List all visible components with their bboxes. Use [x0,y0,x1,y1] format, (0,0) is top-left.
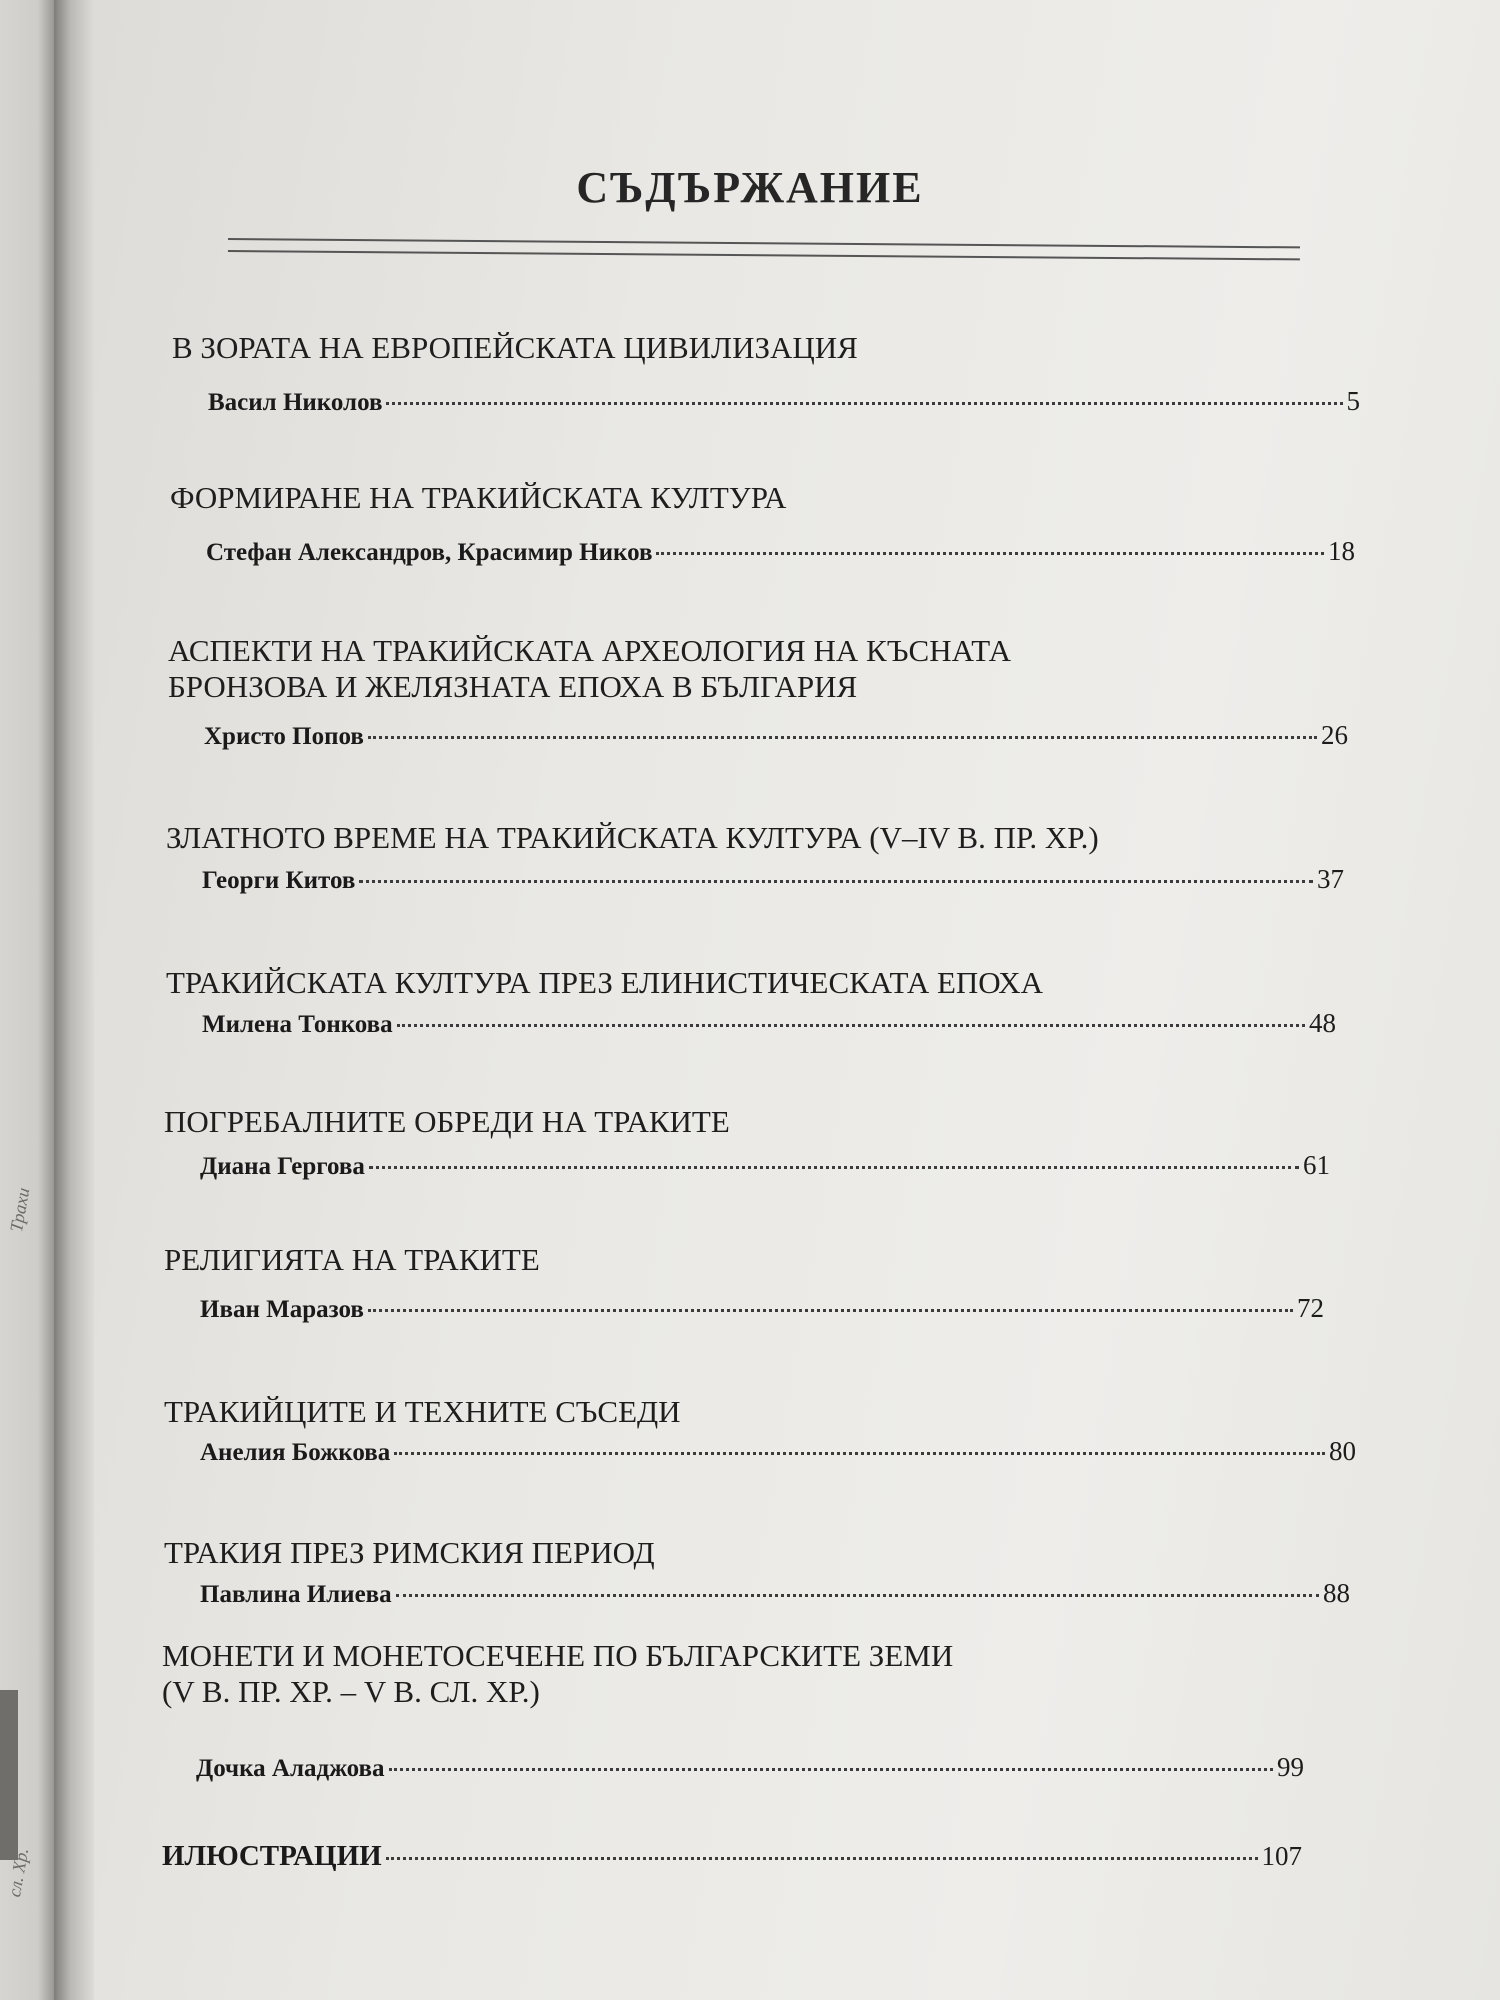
entry-page-number: 37 [1317,864,1344,894]
toc-entry-line[interactable] [200,1436,1356,1467]
entry-page-number: 61 [1303,1150,1330,1180]
entry-page-number: 26 [1321,720,1348,750]
entry-title: МОНЕТИ И МОНЕТОСЕЧЕНЕ ПО БЪЛГАРСКИТЕ ЗЕМИ [162,1638,954,1673]
entry-title: ТРАКИЙЦИТЕ И ТЕХНИТЕ СЪСЕДИ [164,1394,681,1429]
toc-entry-line[interactable] [204,720,1348,751]
dot-leader [389,1768,1273,1771]
entry-author: Христо Попов [204,723,364,750]
entry-title: ФОРМИРАНЕ НА ТРАКИЙСКАТА КУЛТУРА [170,480,787,515]
entry-author: Васил Николов [208,389,383,416]
entry-author: Милена Тонкова [202,1011,393,1038]
entry-author: Павлина Илиева [200,1581,392,1608]
toc-entry-line[interactable] [202,864,1344,895]
dot-leader [397,1024,1305,1027]
entry-title: РЕЛИГИЯТА НА ТРАКИТЕ [164,1242,540,1277]
entry-page-number: 5 [1346,386,1360,416]
entry-title: ЗЛАТНОТО ВРЕМЕ НА ТРАКИЙСКАТА КУЛТУРА (V–IV В. ПР. ХР.) [166,820,1099,855]
entry-page-number: 99 [1277,1752,1304,1782]
toc-entry-line[interactable] [200,1150,1330,1181]
entry-title: БРОНЗОВА И ЖЕЛЯЗНАТА ЕПОХА В БЪЛГАРИЯ [168,669,858,704]
toc-entry-line[interactable] [206,536,1355,567]
entry-title: В ЗОРАТА НА ЕВРОПЕЙСКАТА ЦИВИЛИЗАЦИЯ [172,330,858,365]
dot-leader [394,1452,1325,1455]
dot-leader [368,736,1317,739]
toc-entry-line[interactable] [200,1578,1350,1609]
entry-author: Иван Маразов [200,1296,364,1323]
illustrations-page-number: 107 [1261,1841,1302,1871]
illustrations-title: ИЛЮСТРАЦИИ [162,1840,382,1872]
entry-title: ПОГРЕБАЛНИТЕ ОБРЕДИ НА ТРАКИТЕ [164,1104,730,1139]
entry-author: Стефан Александров, Красимир Ников [206,539,653,566]
page-title: СЪДЪРЖАНИЕ [576,163,924,212]
margin-note: Трахи [6,1186,34,1234]
entry-author: Анелия Божкова [200,1439,391,1466]
toc-entry-line[interactable] [200,1293,1324,1324]
entry-title: ТРАКИЯ ПРЕЗ РИМСКИЯ ПЕРИОД [164,1535,655,1570]
entry-page-number: 80 [1329,1436,1356,1466]
entry-page-number: 48 [1309,1008,1336,1038]
entry-title: АСПЕКТИ НА ТРАКИЙСКАТА АРХЕОЛОГИЯ НА КЪСНАТА [168,633,1012,668]
dot-leader [386,402,1342,405]
dot-leader [359,880,1313,883]
entry-author: Диана Гергова [200,1153,365,1180]
entry-page-number: 88 [1323,1578,1350,1608]
dot-leader [396,1594,1319,1597]
toc-entry-line[interactable] [208,386,1360,417]
entry-title: (V В. ПР. ХР. – V В. СЛ. ХР.) [162,1674,540,1709]
toc-entry-line[interactable] [202,1008,1336,1039]
dot-leader [386,1857,1258,1860]
dot-leader [368,1309,1293,1312]
margin-note: сл. Хр. [4,1846,33,1899]
toc-entry-line[interactable] [196,1752,1304,1783]
entry-page-number: 18 [1328,536,1355,566]
dot-leader [656,552,1324,555]
entry-page-number: 72 [1297,1293,1324,1323]
toc-entry-line[interactable] [162,1840,1302,1873]
entry-author: Дочка Аладжова [196,1755,385,1782]
dot-leader [369,1166,1299,1169]
entry-author: Георги Китов [202,867,356,894]
entry-title: ТРАКИЙСКАТА КУЛТУРА ПРЕЗ ЕЛИНИСТИЧЕСКАТА ЕПОХА [166,965,1044,1000]
